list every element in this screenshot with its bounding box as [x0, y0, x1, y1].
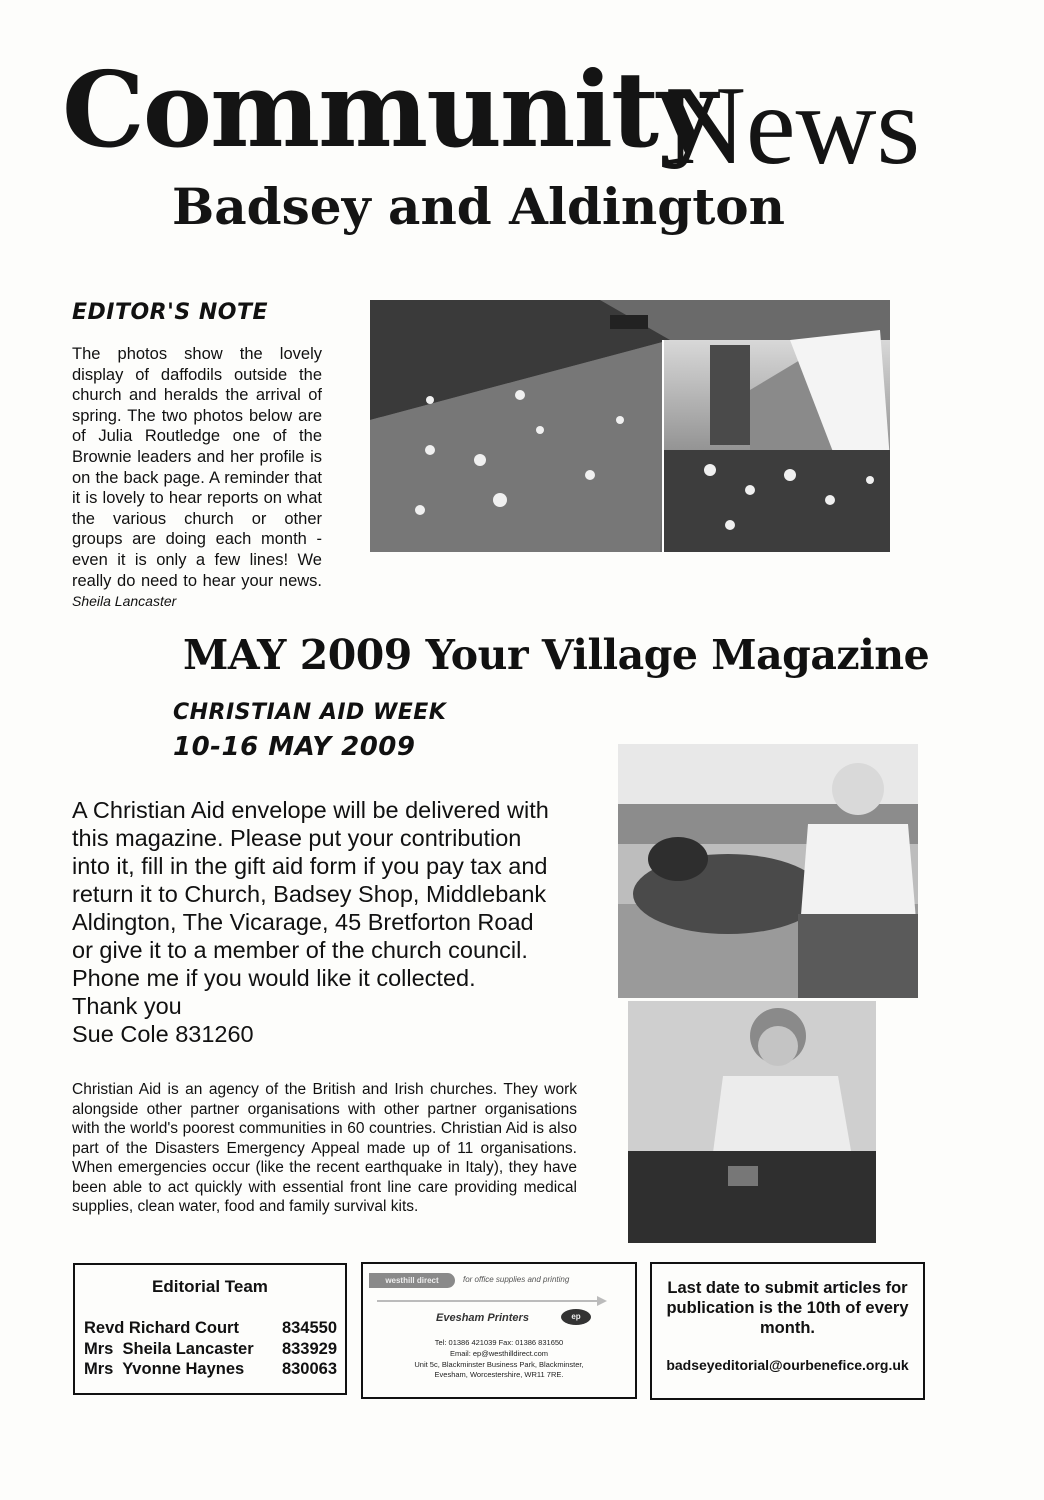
editorial-team-title: Editorial Team [152, 1277, 268, 1296]
christian-aid-dates-heading: 10-16 MAY 2009 [173, 732, 416, 762]
body-line: into it, fill in the gift aid form if you pay tax and [72, 853, 548, 879]
printer-email: Email: ep@westhilldirect.com [449, 1349, 549, 1358]
body-line: A Christian Aid envelope will be delivered with [72, 797, 549, 823]
daffodils-church-photo [370, 300, 890, 552]
masthead-subtitle: Badsey and Aldington [172, 177, 786, 236]
team-member-name: Revd Richard Court [84, 1319, 239, 1337]
editors-note-body [72, 344, 322, 612]
brownie-leader-photo-indoor [628, 1001, 876, 1243]
westhill-tag: westhill direct [369, 1273, 455, 1288]
team-member-phone: 834550 [281, 1319, 337, 1337]
team-member-name: Mrs Yvonne Haynes [84, 1360, 245, 1378]
printer-tel-fax: Tel: 01386 421039 Fax: 01386 831650 [434, 1338, 564, 1347]
printer-address-1: Unit 5c, Blackminster Business Park, Blackminster, [414, 1360, 584, 1369]
team-member-row [84, 1360, 337, 1379]
printer-slogan: for office supplies and printing [463, 1275, 570, 1284]
printer-name: Evesham Printers [436, 1312, 529, 1324]
ep-logo-icon: ep [561, 1309, 591, 1325]
deadline-box [650, 1262, 925, 1400]
christian-aid-week-heading: CHRISTIAN AID WEEK [173, 700, 447, 725]
editors-note-heading: EDITOR'S NOTE [72, 300, 269, 325]
evesham-printers-ad [361, 1262, 637, 1399]
masthead-community: Community [62, 48, 716, 171]
editors-note-signature: Sheila Lancaster [72, 593, 177, 610]
arrow-icon [377, 1296, 607, 1306]
editorial-email: badseyeditorial@ourbenefice.org.uk [666, 1357, 909, 1373]
brownie-leader-photo-outdoor [618, 744, 918, 998]
deadline-text: Last date to submit articles for publication is the 10th of every month. [666, 1279, 909, 1337]
team-member-name: Mrs Sheila Lancaster [84, 1340, 254, 1358]
team-member-row [84, 1340, 337, 1359]
editorial-team-box [73, 1263, 347, 1395]
body-line: Thank you [72, 993, 182, 1019]
masthead-news: News [665, 64, 921, 188]
body-line: return it to Church, Badsey Shop, Middlebank [72, 881, 547, 907]
body-line: or give it to a member of the church council. [72, 937, 528, 963]
body-line: Sue Cole 831260 [72, 1021, 254, 1047]
body-line: Phone me if you would like it collected. [72, 965, 476, 991]
magazine-title: MAY 2009 Your Village Magazine [183, 631, 930, 679]
body-line: this magazine. Please put your contribution [72, 825, 522, 851]
team-member-phone: 833929 [281, 1340, 337, 1358]
editors-note-text: The photos show the lovely display of daffodils outside the church and heralds the arrival of spring. The two photos below are of Julia Routledge one of the Brownie leaders and her profile is on the back page. A reminder that it is lovely to hear reports on what the various church or other groups are doing each month - even it is only a few lines! We really do need to hear your news. [72, 345, 322, 590]
christian-aid-body [72, 796, 592, 1048]
team-member-phone: 830063 [281, 1360, 337, 1378]
body-line: Aldington, The Vicarage, 45 Bretforton Road [72, 909, 534, 935]
printer-address-2: Evesham, Worcestershire, WR11 7RE. [434, 1370, 564, 1379]
christian-aid-agency-text: Christian Aid is an agency of the British and Irish churches. They work alongside other partner organisations with other partner organisations with the world's poorest communities in 60 countries. Christian Aid is also part of the Disasters Emergency Appeal made up of 11 organisations. When emergencies occur (like the recent earthquake in Italy), they have been able to act quickly with essential front line care providing medical supplies, clean water, food and family survival kits. [72, 1081, 577, 1215]
team-member-row [84, 1319, 337, 1338]
